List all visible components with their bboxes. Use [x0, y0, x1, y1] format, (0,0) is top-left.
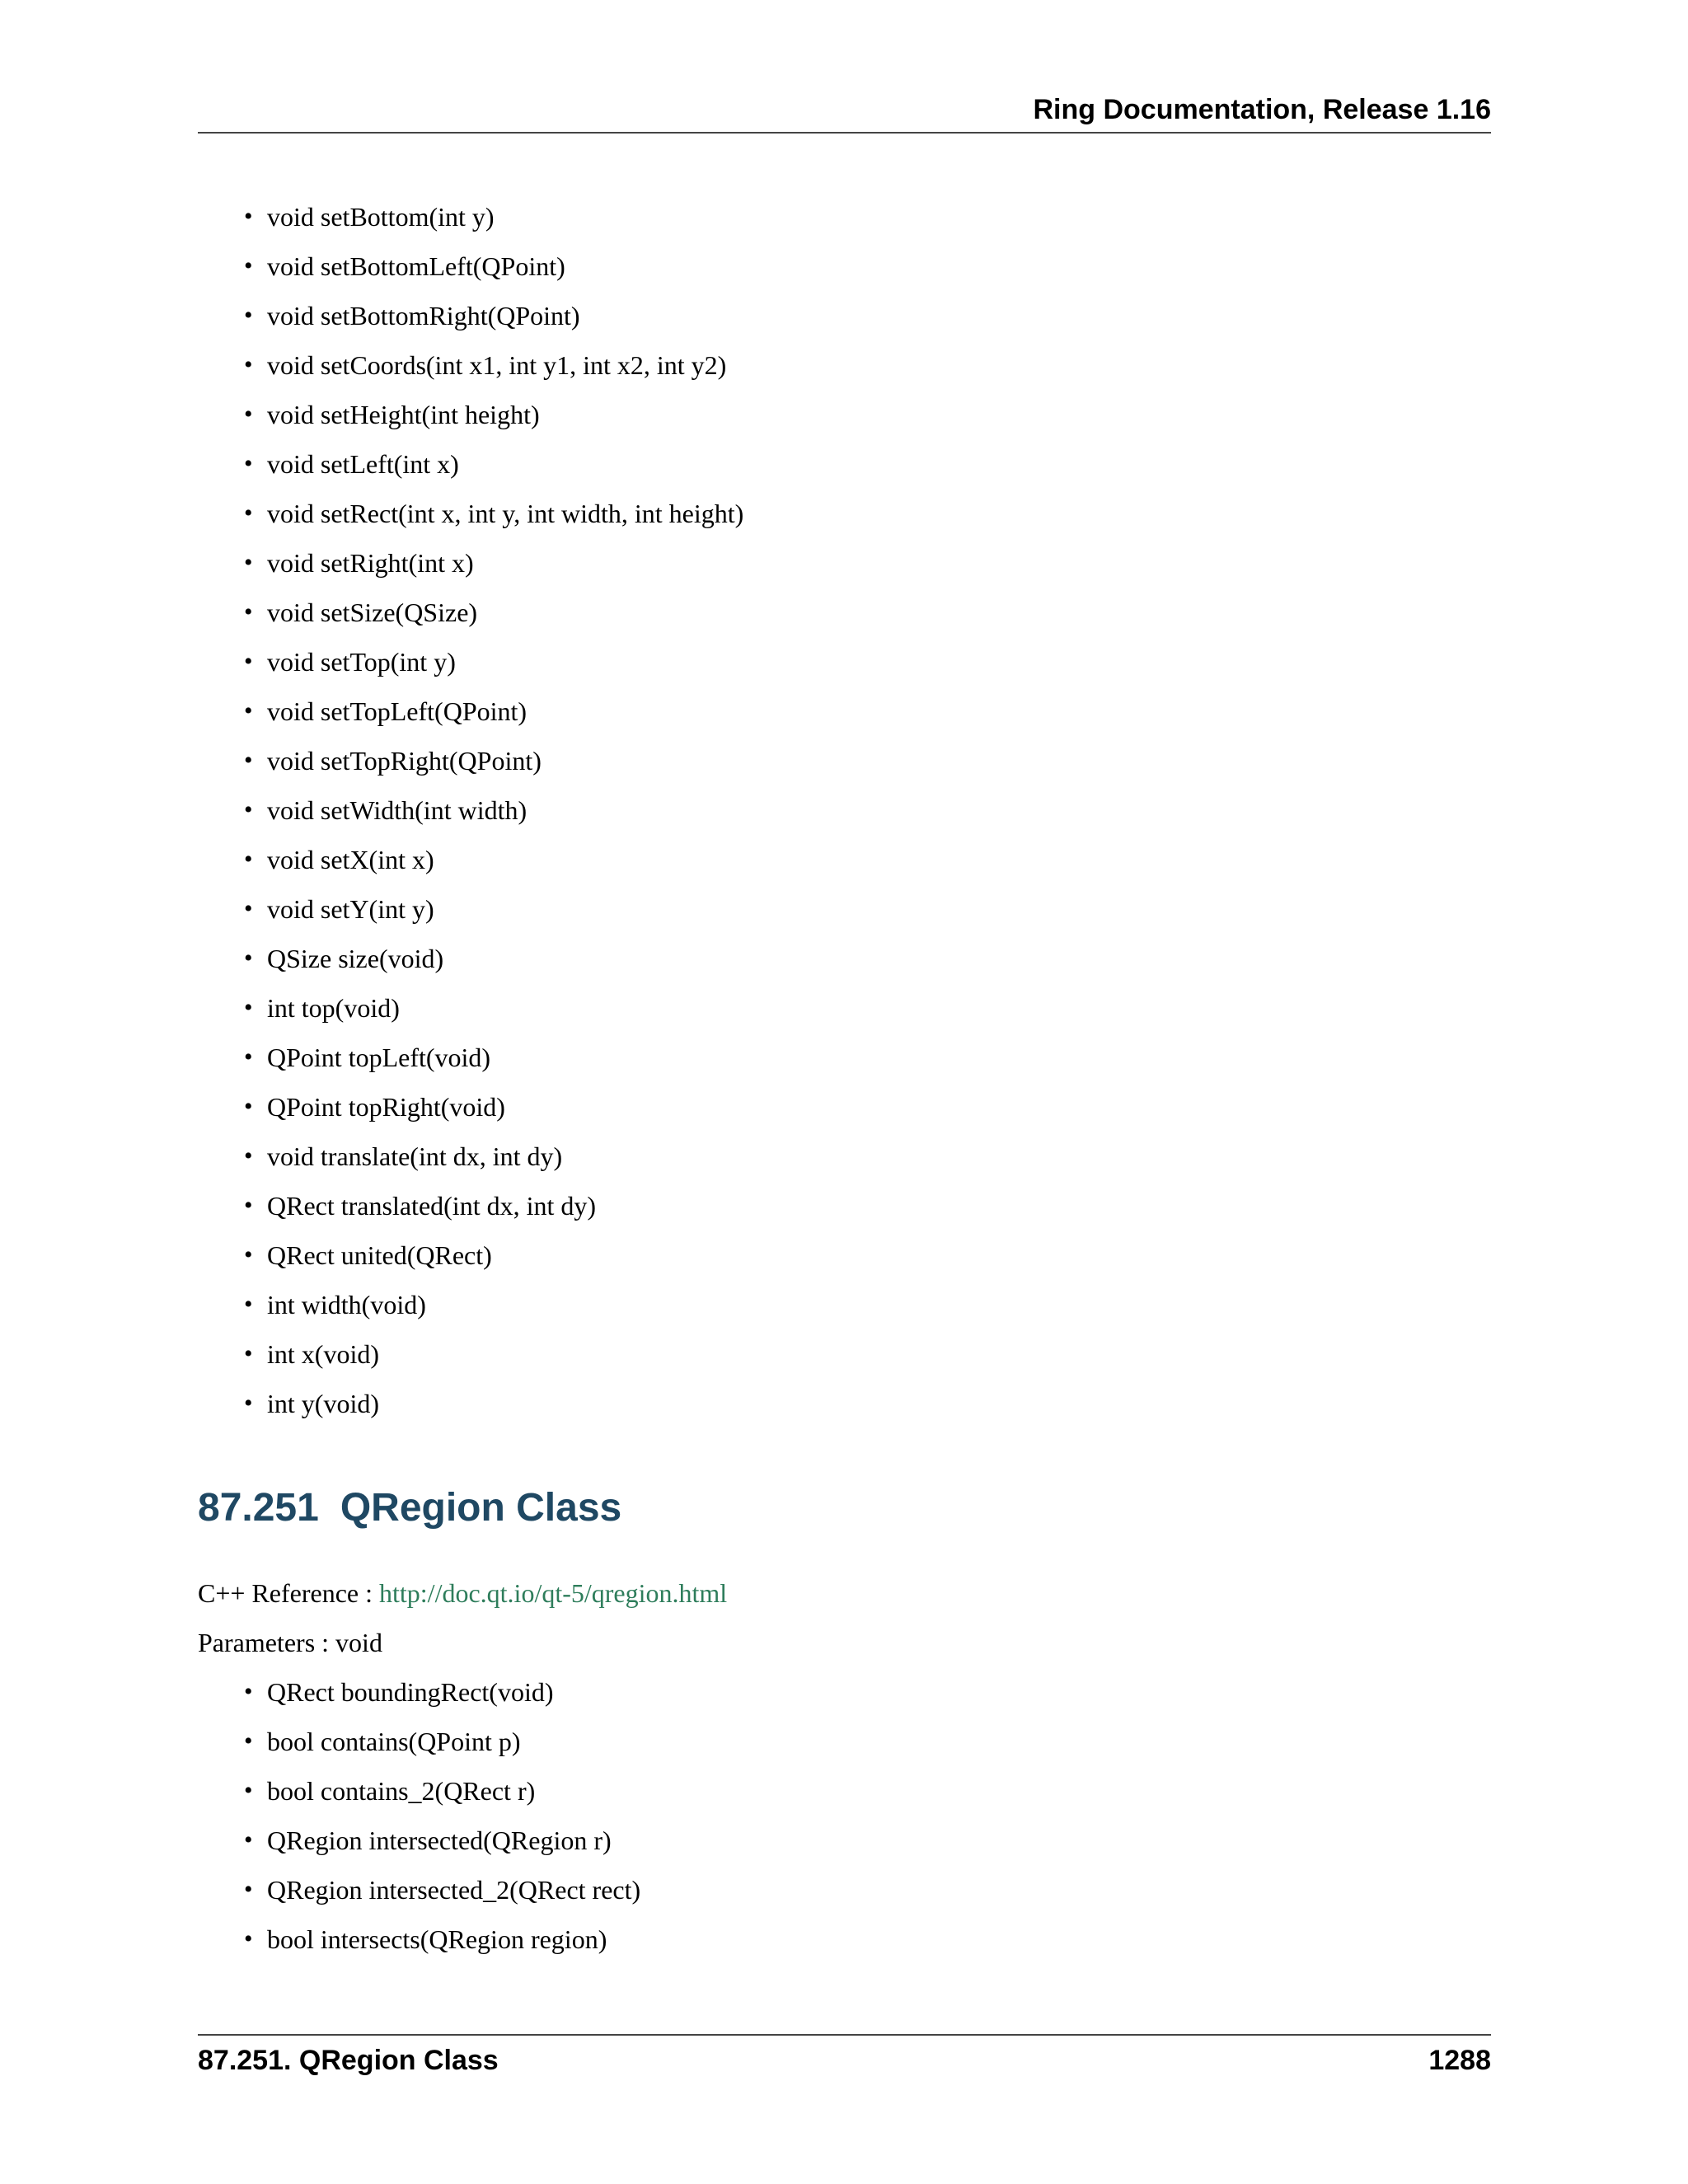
method-signature: bool contains(QPoint p) [267, 1727, 521, 1756]
page-header [198, 91, 1491, 134]
method-signature: void setLeft(int x) [267, 449, 459, 479]
bullet-icon: • [244, 598, 253, 626]
method-list-item [244, 1335, 743, 1385]
method-list-item [244, 643, 743, 692]
method-list-item [244, 742, 743, 791]
method-signature: void setHeight(int height) [267, 400, 540, 429]
method-list-item [244, 1722, 640, 1772]
bullet-icon: • [244, 1826, 253, 1854]
bullet-icon: • [244, 499, 253, 527]
method-signature: QPoint topRight(void) [267, 1092, 505, 1122]
method-signature: bool contains_2(QRect r) [267, 1776, 536, 1806]
method-list-item [244, 494, 743, 544]
bullet-icon: • [244, 1876, 253, 1903]
method-list-item [244, 940, 743, 989]
bullet-icon: • [244, 846, 253, 873]
parameters-line: Parameters : void [198, 1628, 382, 1657]
bullet-icon: • [244, 1777, 253, 1804]
method-list-item [244, 791, 743, 841]
method-list-item [244, 198, 743, 247]
method-signature: void setSize(QSize) [267, 598, 478, 627]
method-list-item [244, 1920, 640, 1970]
method-list-item [244, 1385, 743, 1434]
method-signature: QRect translated(int dx, int dy) [267, 1191, 597, 1221]
bullet-icon: • [244, 648, 253, 675]
method-list-item [244, 297, 743, 346]
method-signature: int width(void) [267, 1290, 426, 1319]
method-list-item [244, 544, 743, 593]
section-title-text: QRegion Class [340, 1486, 622, 1530]
method-signature: int top(void) [267, 993, 400, 1023]
bullet-icon: • [244, 549, 253, 576]
bullet-icon: • [244, 1925, 253, 1952]
bullet-icon: • [244, 1043, 253, 1071]
bullet-icon: • [244, 994, 253, 1021]
method-list-item [244, 989, 743, 1038]
bullet-icon: • [244, 252, 253, 279]
bullet-icon: • [244, 1291, 253, 1318]
method-signature: void translate(int dx, int dy) [267, 1141, 563, 1171]
bullet-icon: • [244, 1241, 253, 1268]
bullet-icon: • [244, 895, 253, 922]
bullet-icon: • [244, 302, 253, 329]
method-list-item [244, 1821, 640, 1871]
method-signature: void setTop(int y) [267, 647, 456, 677]
method-list-item [244, 841, 743, 890]
bullet-icon: • [244, 1192, 253, 1219]
method-list-item [244, 1286, 743, 1335]
method-list-qrect [244, 198, 743, 1434]
bullet-icon: • [244, 1678, 253, 1705]
method-signature: QRegion intersected_2(QRect rect) [267, 1875, 641, 1905]
method-signature: void setBottom(int y) [267, 202, 495, 232]
section-number: 87.251 [198, 1486, 319, 1530]
bullet-icon: • [244, 1390, 253, 1417]
method-list-item [244, 1236, 743, 1286]
method-signature: int y(void) [267, 1389, 379, 1418]
method-signature: QPoint topLeft(void) [267, 1043, 491, 1072]
method-signature: void setTopRight(QPoint) [267, 746, 542, 776]
method-signature: QSize size(void) [267, 944, 444, 973]
bullet-icon: • [244, 944, 253, 972]
bullet-icon: • [244, 450, 253, 477]
bullet-icon: • [244, 351, 253, 378]
method-list-item [244, 890, 743, 940]
method-signature: QRegion intersected(QRegion r) [267, 1825, 612, 1855]
method-list-item [244, 1871, 640, 1920]
method-signature: void setY(int y) [267, 894, 434, 924]
method-list-item [244, 247, 743, 297]
method-signature: QRect united(QRect) [267, 1240, 492, 1270]
method-signature: void setCoords(int x1, int y1, int x2, int y2) [267, 350, 727, 380]
bullet-icon: • [244, 1142, 253, 1169]
bullet-icon: • [244, 747, 253, 774]
method-signature: void setTopLeft(QPoint) [267, 696, 528, 726]
reference-link[interactable]: http://doc.qt.io/qt-5/qregion.html [379, 1578, 728, 1608]
method-list-item [244, 1772, 640, 1821]
method-list-item [244, 396, 743, 445]
bullet-icon: • [244, 796, 253, 823]
bullet-icon: • [244, 401, 253, 428]
method-signature: void setWidth(int width) [267, 795, 528, 825]
method-signature: void setRect(int x, int y, int width, int height) [267, 499, 744, 528]
document-title: Ring Documentation, Release 1.16 [1033, 94, 1491, 125]
bullet-icon: • [244, 697, 253, 724]
method-signature: void setBottomRight(QPoint) [267, 301, 580, 330]
bullet-icon: • [244, 1093, 253, 1120]
section-heading [198, 1482, 621, 1535]
method-list-item [244, 593, 743, 643]
method-list-item [244, 346, 743, 396]
method-signature: void setX(int x) [267, 845, 434, 874]
method-signature: void setRight(int x) [267, 548, 474, 578]
cpp-reference-line [198, 1574, 727, 1612]
method-list-item [244, 445, 743, 494]
method-list-item [244, 1137, 743, 1187]
method-signature: bool intersects(QRegion region) [267, 1924, 607, 1954]
method-list-qregion [244, 1673, 640, 1970]
footer-section-title: 87.251. QRegion Class [198, 2045, 499, 2076]
method-list-item [244, 1088, 743, 1137]
page-number: 1288 [1428, 2045, 1491, 2076]
bullet-icon: • [244, 203, 253, 230]
method-list-item [244, 1187, 743, 1236]
method-list-item [244, 692, 743, 742]
bullet-icon: • [244, 1727, 253, 1755]
reference-label: C++ Reference : [198, 1578, 379, 1608]
method-list-item [244, 1673, 640, 1722]
method-signature: void setBottomLeft(QPoint) [267, 251, 565, 281]
bullet-icon: • [244, 1340, 253, 1367]
method-signature: QRect boundingRect(void) [267, 1677, 554, 1707]
method-signature: int x(void) [267, 1339, 379, 1369]
method-list-item [244, 1038, 743, 1088]
page-footer [198, 2034, 1491, 2082]
